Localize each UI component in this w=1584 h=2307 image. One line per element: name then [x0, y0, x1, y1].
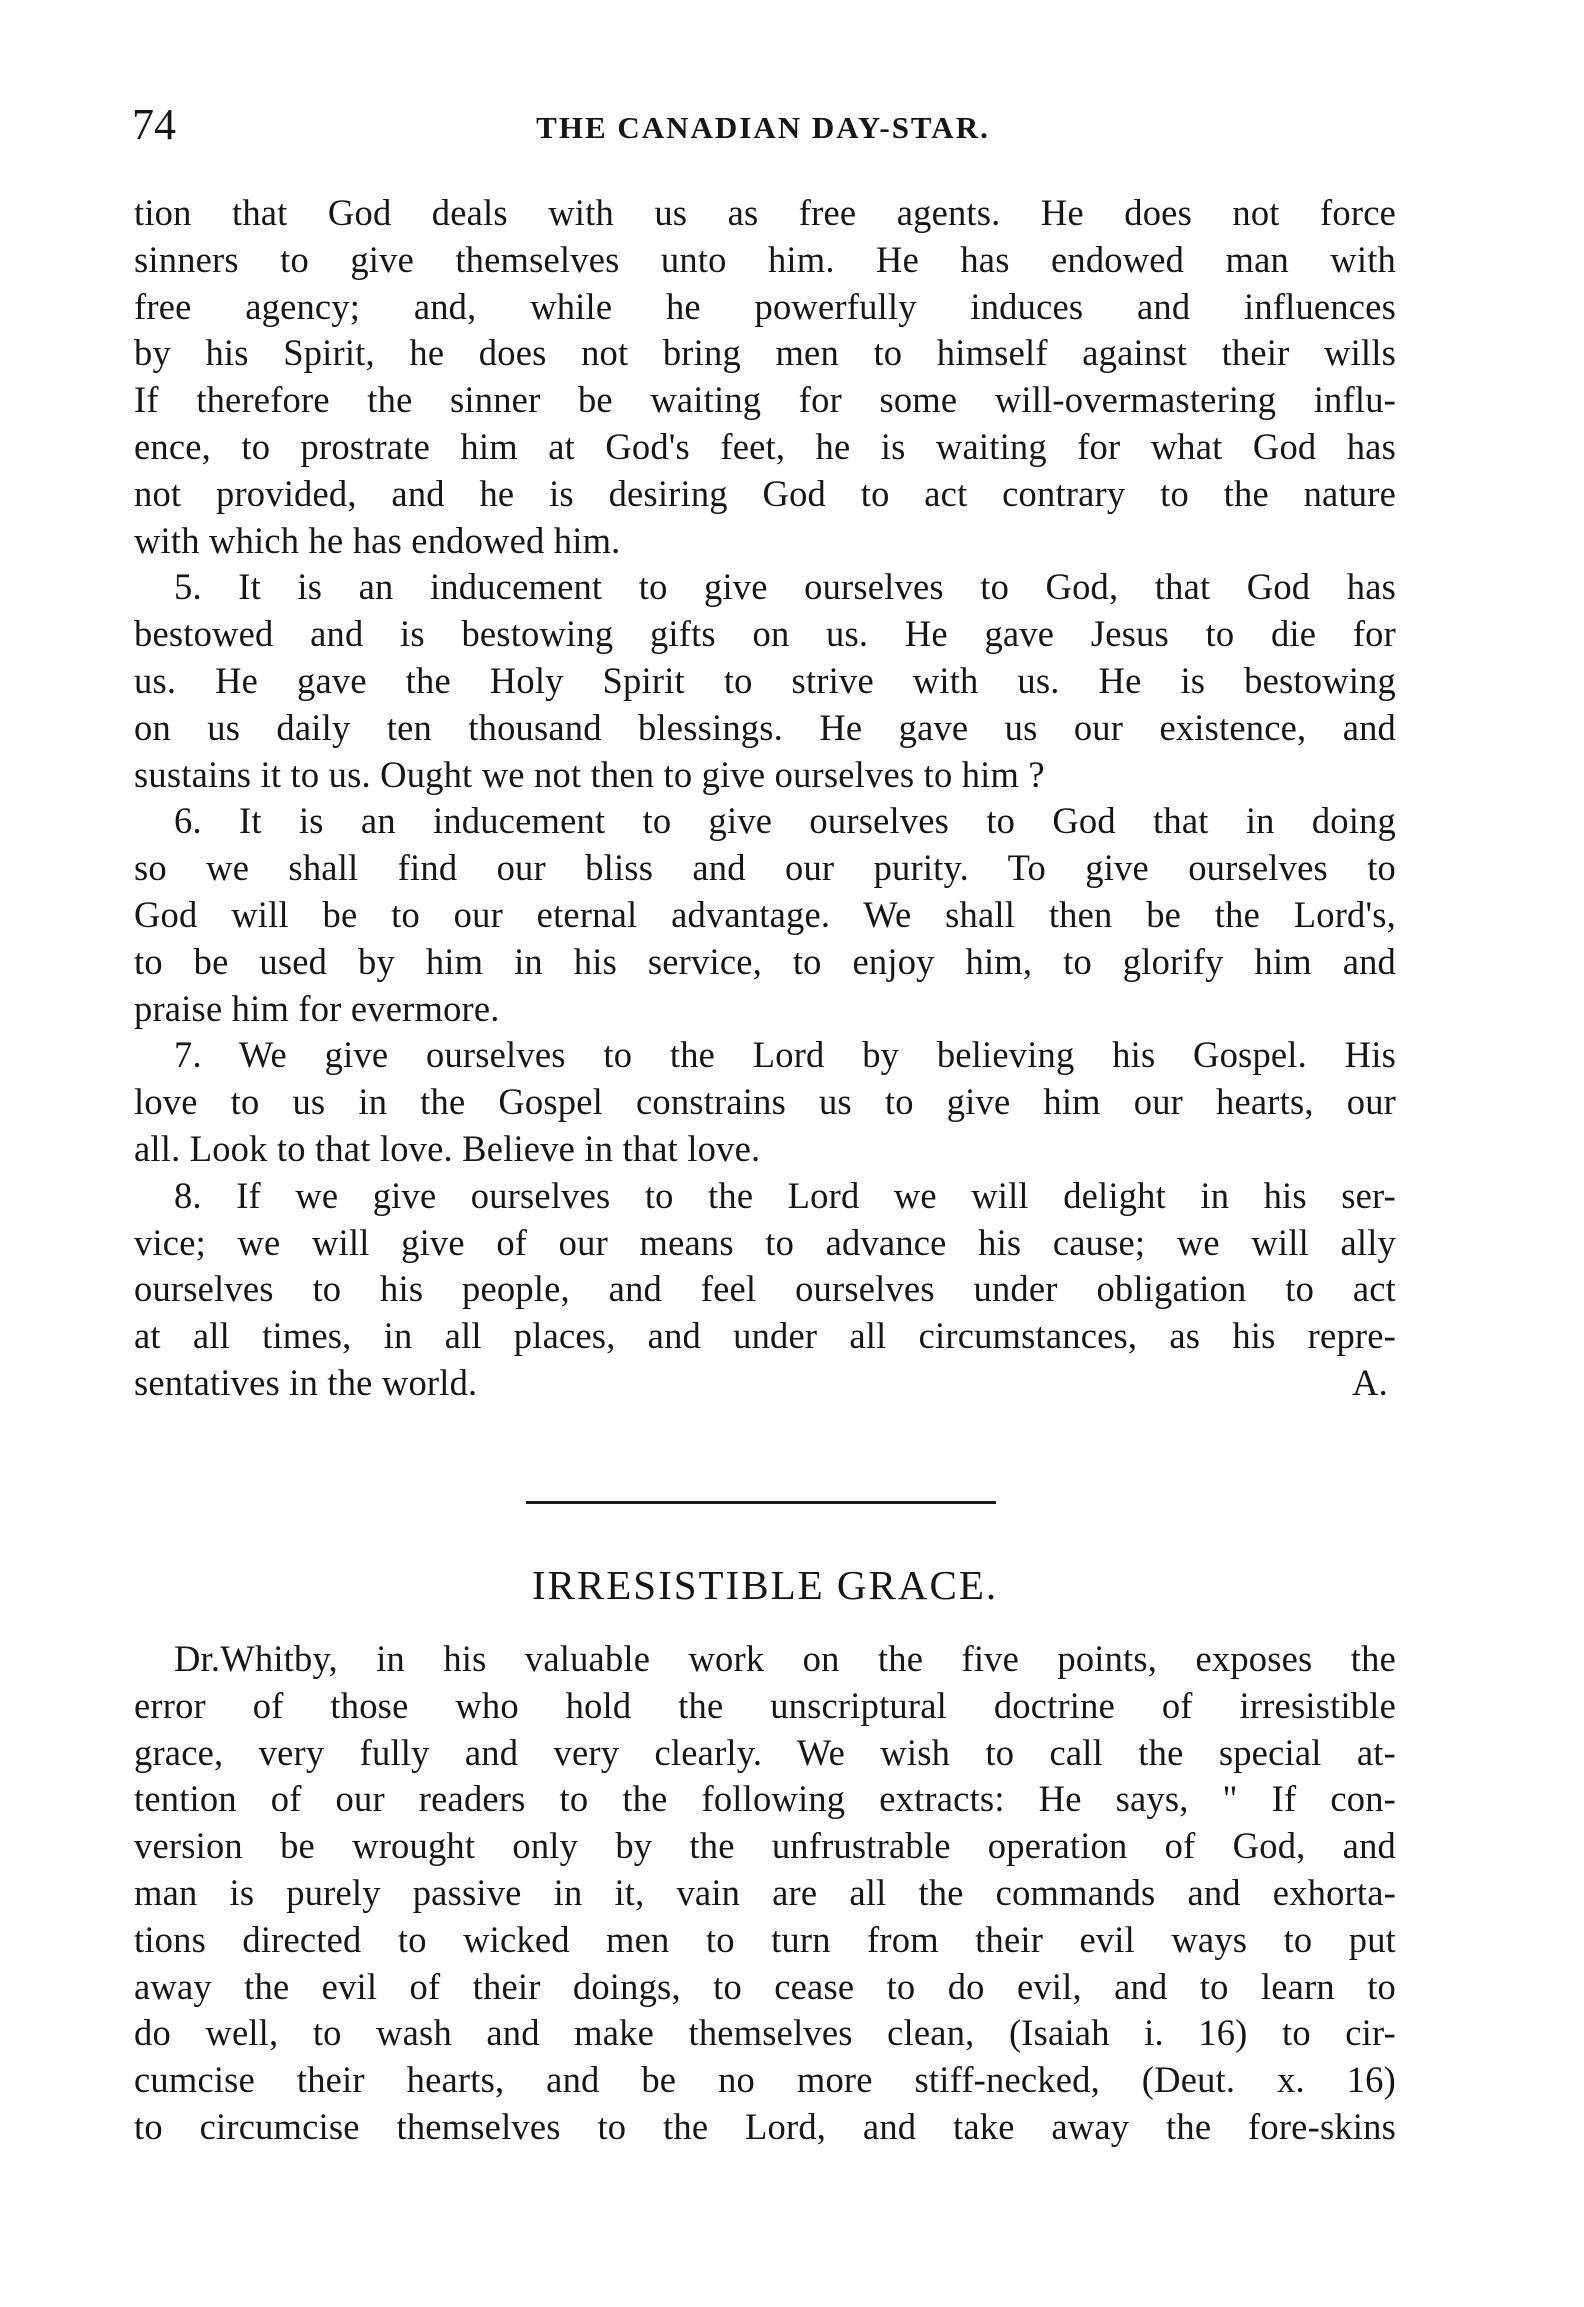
text-line: ence, to prostrate him at God's feet, he is waiting for what God has	[134, 425, 1396, 467]
text-line: sustains it to us. Ought we not then to give ourselves to him ?	[134, 753, 1045, 795]
text-line: with which he has endowed him.	[134, 519, 621, 561]
text-line: Dr.Whitby, in his valuable work on the five points, exposes the	[174, 1638, 1396, 1679]
text-line: 8. If we give ourselves to the Lord we will delight in his ser-	[174, 1174, 1396, 1216]
text-line: love to us in the Gospel constrains us to give him our hearts, our	[134, 1081, 1396, 1123]
section-heading: IRRESISTIBLE GRACE.	[531, 1562, 999, 1608]
section-2-body	[134, 1636, 1396, 2151]
text-line: by his Spirit, he does not bring men to himself against their wills	[134, 332, 1396, 374]
section-1-body	[134, 190, 1396, 1407]
author-signature: A.	[1352, 1361, 1388, 1403]
text-line: cumcise their hearts, and be no more stiff-necked, (Deut. x. 16)	[134, 2059, 1396, 2101]
text-line: man is purely passive in it, vain are all the commands and exhorta-	[134, 1871, 1396, 1913]
text-line: tions directed to wicked men to turn from their evil ways to put	[134, 1918, 1396, 1960]
running-title: THE CANADIAN DAY-STAR.	[536, 110, 990, 145]
text-line: not provided, and he is desiring God to act contrary to the nature	[134, 472, 1396, 514]
text-line: all. Look to that love. Believe in that love.	[134, 1127, 761, 1169]
text-line: to circumcise themselves to the Lord, and take away the fore-skins	[134, 2105, 1396, 2147]
text-line: grace, very fully and very clearly. We wish to call the special at-	[134, 1731, 1396, 1773]
text-line: ourselves to his people, and feel ourselves under obligation to act	[134, 1268, 1396, 1310]
text-line: error of those who hold the unscriptural doctrine of irresistible	[134, 1684, 1396, 1726]
text-line: on us daily ten thousand blessings. He gave us our existence, and	[134, 706, 1396, 748]
text-line: at all times, in all places, and under all circumstances, as his repre-	[134, 1315, 1396, 1357]
text-line: tention of our readers to the following extracts: He says, " If con-	[134, 1778, 1396, 1820]
text-line: to be used by him in his service, to enjoy him, to glorify him and	[134, 940, 1396, 982]
signature-line	[134, 1360, 1396, 1407]
page-number: 74	[132, 100, 176, 149]
text-line: free agency; and, while he powerfully induces and influences	[134, 285, 1396, 327]
text-line: 6. It is an inducement to give ourselves to God that in doing	[174, 800, 1396, 842]
text-line: away the evil of their doings, to cease to do evil, and to learn to	[134, 1965, 1396, 2007]
text-line: do well, to wash and make themselves clean, (Isaiah i. 16) to cir-	[134, 2012, 1396, 2054]
text-line: version be wrought only by the unfrustrable operation of God, and	[134, 1825, 1396, 1867]
text-line: 5. It is an inducement to give ourselves to God, that God has	[174, 566, 1396, 608]
text-line: vice; we will give of our means to advance his cause; we will ally	[134, 1221, 1396, 1263]
text-line: God will be to our eternal advantage. We shall then be the Lord's,	[134, 893, 1396, 935]
text-line: tion that God deals with us as free agents. He does not force	[134, 192, 1396, 233]
text-line: praise him for evermore.	[134, 987, 500, 1029]
text-line: bestowed and is bestowing gifts on us. He gave Jesus to die for	[134, 613, 1396, 655]
text-line: sinners to give themselves unto him. He has endowed man with	[134, 238, 1396, 280]
text-line: 7. We give ourselves to the Lord by believing his Gospel. His	[174, 1034, 1396, 1076]
text-line: so we shall find our bliss and our purity. To give ourselves to	[134, 847, 1396, 889]
section-divider	[526, 1501, 996, 1504]
text-line: us. He gave the Holy Spirit to strive with us. He is bestowing	[134, 659, 1396, 701]
text-line: If therefore the sinner be waiting for some will-overmastering influ-	[134, 379, 1396, 421]
running-head	[132, 100, 1394, 160]
text-line: sentatives in the world.	[134, 1361, 478, 1403]
